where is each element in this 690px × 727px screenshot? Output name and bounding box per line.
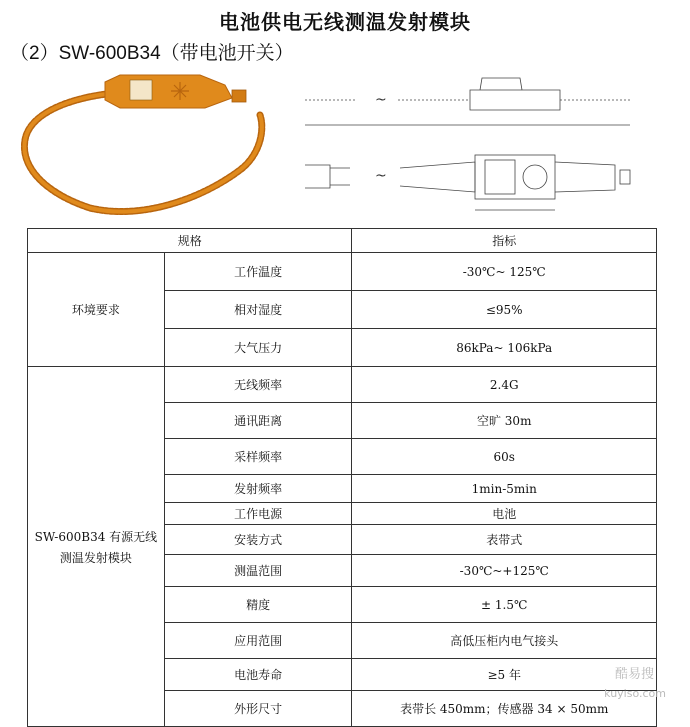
spec-table: [27, 228, 657, 727]
row-value: 60s: [352, 439, 657, 475]
table-row: [28, 367, 657, 403]
group-module-line2: 测温发射模块: [59, 550, 132, 565]
page-title: 电池供电无线测温发射模块: [219, 10, 471, 34]
row-value: ≥5 年: [352, 659, 657, 691]
product-photo: [10, 70, 280, 220]
row-item: 测温范围: [164, 555, 352, 587]
row-value: ± 1.5℃: [352, 587, 657, 623]
row-value: -30℃~+125℃: [352, 555, 657, 587]
row-item: 外形尺寸: [164, 691, 352, 727]
header-spec: 规格: [28, 229, 352, 253]
row-item: 应用范围: [164, 623, 352, 659]
row-value: 2.4G: [352, 367, 657, 403]
dimension-drawing: [300, 70, 680, 220]
table-header-row: [28, 229, 657, 253]
row-value: 1min-5min: [352, 475, 657, 503]
row-item: 安装方式: [164, 525, 352, 555]
row-value: 表带式: [352, 525, 657, 555]
row-value: 电池: [352, 503, 657, 525]
watermark-name: 酷易搜: [614, 667, 654, 682]
row-item: 相对湿度: [164, 291, 352, 329]
row-item: 工作温度: [164, 253, 352, 291]
row-value: ≤95%: [352, 291, 657, 329]
group-module: [28, 367, 165, 727]
group-environment: 环境要求: [28, 253, 165, 367]
row-value: 86kPa~ 106kPa: [352, 329, 657, 367]
row-item: 通讯距离: [164, 403, 352, 439]
row-value: -30℃~ 125℃: [352, 253, 657, 291]
row-item: 大气压力: [164, 329, 352, 367]
header-value: 指标: [352, 229, 657, 253]
sensor-body: [105, 75, 246, 108]
row-value: 空旷 30m: [352, 403, 657, 439]
svg-text:~: ~: [375, 92, 387, 108]
row-item: 工作电源: [164, 503, 352, 525]
row-item: 精度: [164, 587, 352, 623]
row-value: 表带长 450mm；传感器 34 × 50mm: [352, 691, 657, 727]
row-item: 发射频率: [164, 475, 352, 503]
group-module-line1: SW-600B34 有源无线: [34, 529, 158, 544]
svg-text:~: ~: [375, 168, 387, 184]
row-item: 采样频率: [164, 439, 352, 475]
watermark-url: kuyiso.com: [604, 687, 666, 700]
row-item: 电池寿命: [164, 659, 352, 691]
table-row: [28, 253, 657, 291]
row-item: 无线频率: [164, 367, 352, 403]
model-subtitle: （2）SW-600B34（带电池开关）: [10, 43, 294, 64]
row-value: 高低压柜内电气接头: [352, 623, 657, 659]
strap-chain: [24, 92, 261, 212]
